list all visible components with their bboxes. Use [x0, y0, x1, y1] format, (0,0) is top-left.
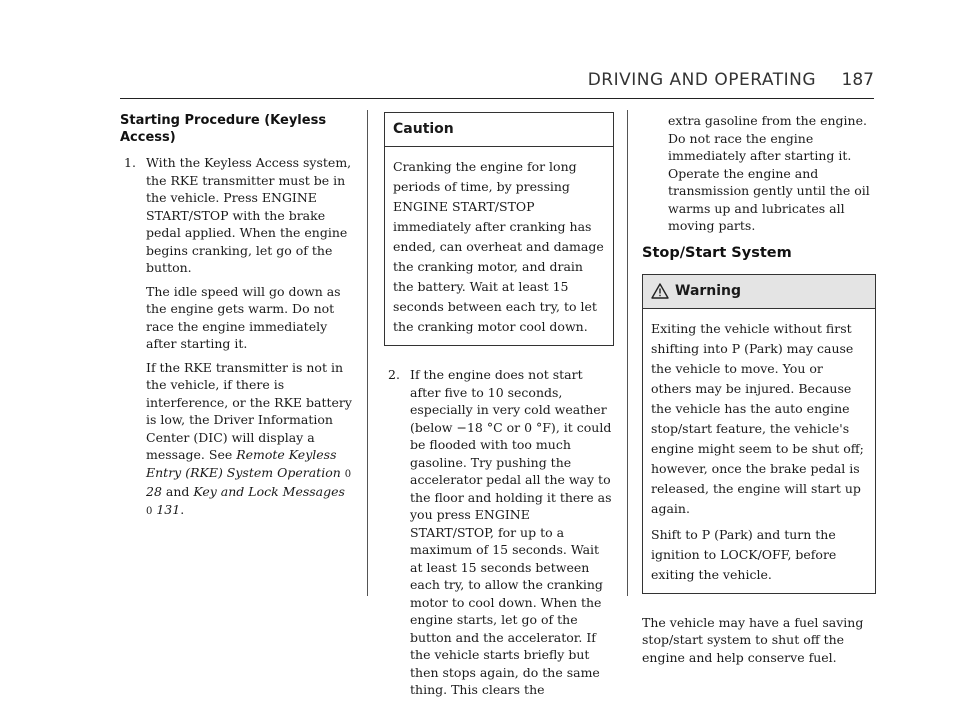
list-item-text: With the Keyless Access system, the RKE transmitter must be in the vehicle. Press ENGINE START/STOP with the brake pedal applied. When the engine begins cranking, let go of the button. — [146, 155, 352, 275]
column-divider-1 — [367, 110, 368, 596]
caution-text: Cranking the engine for long periods of time, by pressing ENGINE START/STOP immediately after cranking has ended, can overheat and damage the cranking motor, and drain the battery. Wait at least 15 seconds between each try, to let the cranking motor cool down. — [393, 159, 604, 334]
list-number: 2. — [388, 367, 400, 382]
column-divider-2 — [627, 110, 628, 596]
list-item-1 — [120, 154, 352, 277]
ref-link-key-lock[interactable]: Key and Lock Messages — [193, 484, 345, 499]
warning-triangle-icon — [651, 283, 669, 299]
ref-link-rke[interactable]: Remote Keyless Entry (RKE) System Operation — [146, 447, 341, 480]
reference-arrow-icon: 0 — [344, 468, 352, 480]
warning-text-2: Shift to P (Park) and turn the ignition to LOCK/OFF, before exiting the vehicle. — [651, 526, 837, 582]
and-text: and — [161, 484, 194, 499]
column-right — [642, 112, 876, 666]
list-item-text: If the engine does not start after five to 10 seconds, especially in very cold weather (below −18 °C or 0 °F), it could be flooded with too much gasoline. Try pushing the accelerator pedal all the way to the floor and holding it there as you press ENGINE START/STOP, for up to a maximum of 15 seconds. Wait at least 15 seconds between each try, to allow the cranking motor to cool down. When the engine starts, let go of the button and the accelerator. If the vehicle starts briefly but then stops again, do the same thing. This clears the — [410, 367, 612, 697]
warning-title: Warning — [675, 282, 742, 299]
list-number: 1. — [124, 155, 136, 170]
paragraph-rke-message — [120, 359, 352, 521]
warning-text-1: Exiting the vehicle without first shifting into P (Park) may cause the vehicle to move. You or others may be injured. Because the vehicle has the auto engine stop/start feature, the vehicle's engine might seem to be shut off; however, once the brake pedal is released, the engine will start up again. — [651, 320, 864, 516]
period: . — [180, 501, 185, 517]
caution-box — [384, 112, 614, 346]
page-number: 187 — [841, 70, 874, 90]
warning-box — [642, 274, 876, 594]
paragraph-idle-speed: The idle speed will go down as the engine gets warm. Do not race the engine immediately after starting it. — [146, 283, 341, 351]
section-heading-stop-start: Stop/Start System — [642, 244, 792, 261]
caution-title: Caution — [385, 113, 613, 147]
ref-page-rke[interactable]: 28 — [146, 484, 162, 499]
column-left — [120, 112, 352, 520]
paragraph-continued: extra gasoline from the engine. Do not race the engine immediately after starting it. Operate the engine and transmission gently until the oil warms up and lubricates all moving parts. — [668, 113, 870, 233]
paragraph-fuel-saving: The vehicle may have a fuel saving stop/start system to shut off the engine and help conserve fuel. — [642, 614, 864, 665]
section-title: DRIVING AND OPERATING — [587, 70, 816, 90]
paragraph-text: If the RKE transmitter is not in the vehicle, if there is interference, or the RKE battery is low, the Driver Information Center (DIC) will display a message. See — [146, 359, 352, 462]
list-item-2 — [384, 366, 614, 699]
section-heading-keyless: Starting Procedure (Keyless Access) — [120, 113, 327, 145]
reference-arrow-icon: 0 — [146, 505, 153, 517]
page-header — [120, 66, 874, 99]
column-middle — [384, 112, 614, 705]
ref-page-key-lock[interactable]: 131 — [156, 501, 181, 517]
